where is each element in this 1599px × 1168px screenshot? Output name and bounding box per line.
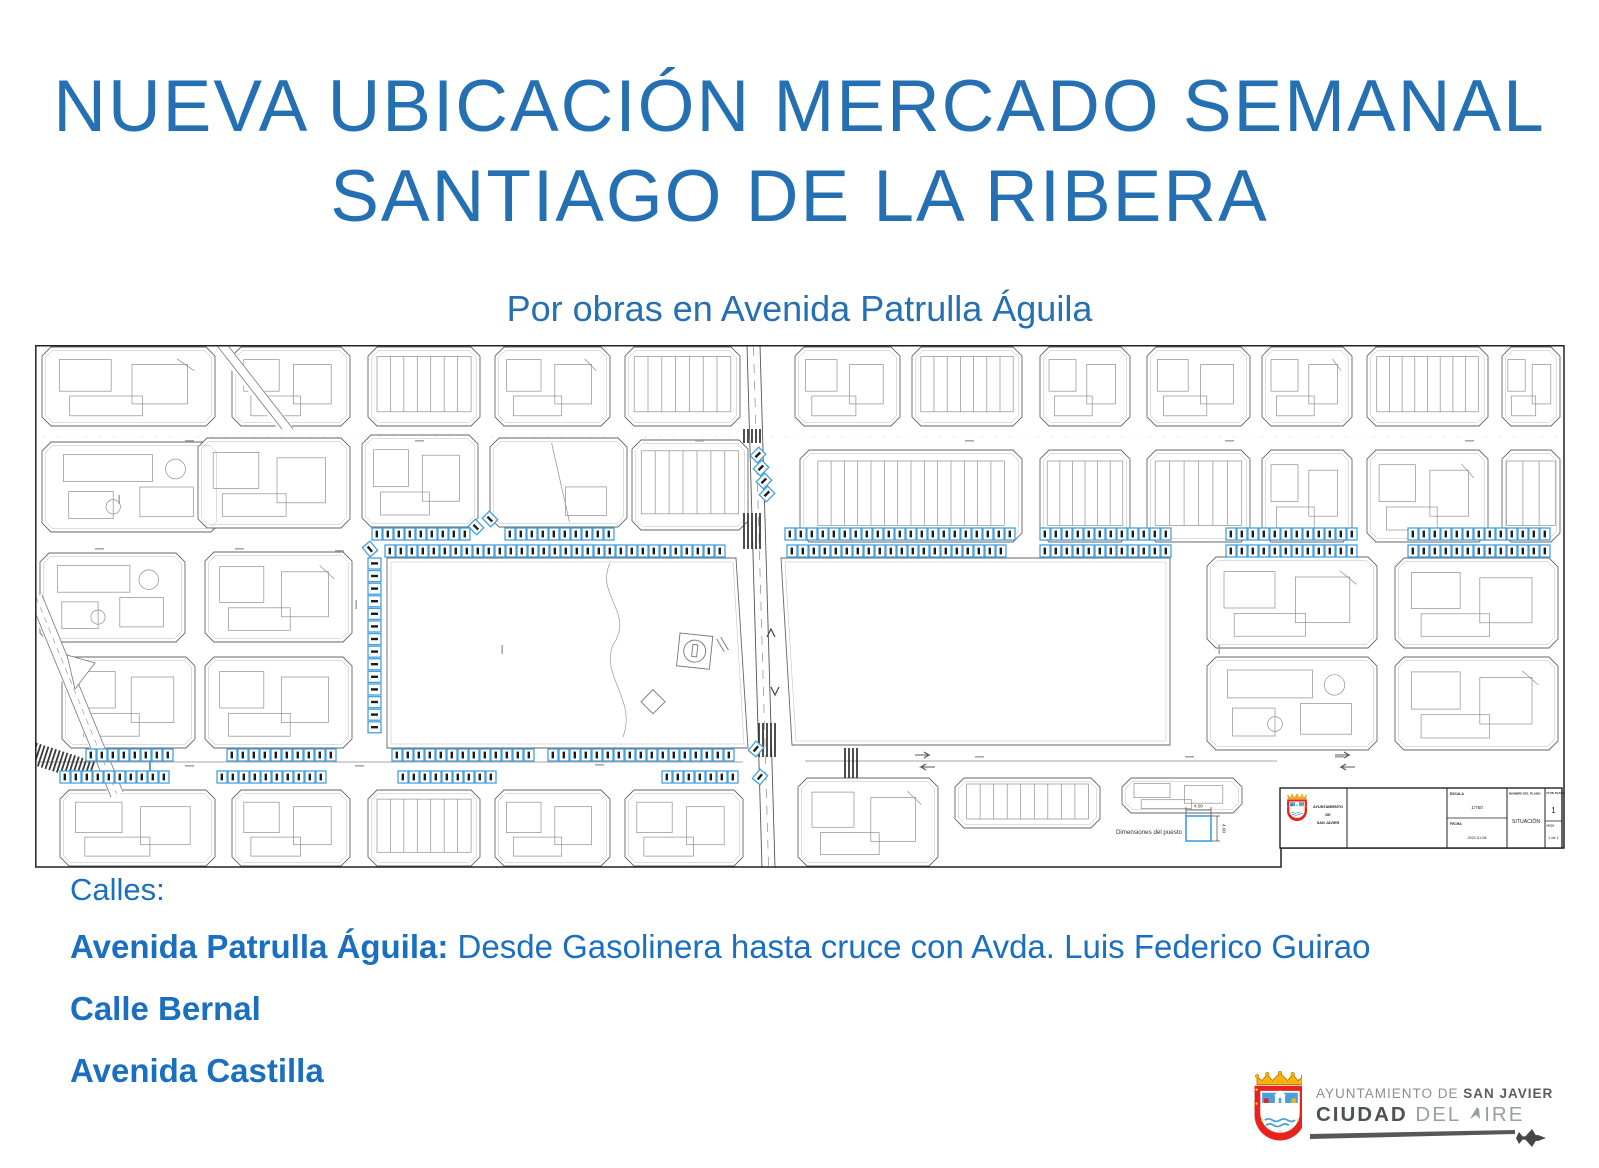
tb-org3: SAN JAVIER — [1316, 821, 1340, 825]
tb-num-label: Nº DE PLANO — [1546, 791, 1565, 795]
page-subtitle: Por obras en Avenida Patrulla Águila — [506, 288, 1093, 329]
page-title — [0, 62, 1599, 242]
tb-org2: DE — [1325, 813, 1331, 817]
street-name: Avenida Castilla — [70, 1052, 324, 1089]
logo-line1 — [1316, 1086, 1553, 1101]
tb-nombre-value: SITUACIÓN — [1511, 819, 1541, 825]
stall-dimension-legend — [1116, 804, 1227, 842]
logo-line2 — [1316, 1103, 1524, 1127]
street-name: Calle Bernal — [70, 990, 261, 1027]
logo-san-javier: SAN JAVIER — [1463, 1086, 1554, 1101]
page-title-line2: SANTIAGO DE LA RIBERA — [330, 156, 1269, 237]
street-item-patrulla-aguila — [70, 928, 1370, 966]
dim-width: 4.00 — [1194, 803, 1203, 809]
ayuntamiento-logo — [1238, 1042, 1578, 1157]
tb-fecha-value: 2022.01.08 — [1467, 836, 1487, 840]
street-item-calle-bernal — [70, 990, 261, 1028]
logo-ciudad: CIUDAD — [1316, 1103, 1408, 1126]
situation-map — [35, 345, 1565, 870]
tb-escala-value: 1/750 — [1471, 805, 1483, 810]
tb-nombre-label: NOMBRE DEL PLANO — [1509, 791, 1541, 796]
logo-ire: IRE — [1484, 1103, 1525, 1126]
stall-sample — [1186, 816, 1211, 841]
drawing-title-block — [1280, 788, 1565, 848]
logo-underline-plane-icon — [1310, 1128, 1560, 1154]
tb-hoja-label: HOJA — [1546, 823, 1555, 828]
logo-ayuntamiento-de: AYUNTAMIENTO DE — [1316, 1086, 1464, 1101]
tb-hoja-value: 1 de 1 — [1548, 836, 1559, 840]
street-name: Avenida Patrulla Águila: — [70, 928, 449, 965]
streets-heading: Calles: — [70, 872, 165, 907]
dim-height: 4.00 — [1221, 824, 1227, 833]
page-title-line1: NUEVA UBICACIÓN MERCADO SEMANAL — [53, 66, 1546, 147]
tb-num-value: 1 — [1551, 806, 1556, 815]
map-frame-overlay — [35, 345, 1565, 870]
coat-of-arms-icon — [1255, 1071, 1302, 1140]
titleblock-shield-icon — [1287, 794, 1307, 821]
tb-escala-label: ESCALA — [1450, 792, 1464, 796]
tb-fecha-label: FECHA — [1450, 822, 1462, 826]
logo-del: DEL — [1407, 1103, 1469, 1126]
airplane-letter-icon — [1468, 1106, 1484, 1121]
street-detail: Desde Gasolinera hasta cruce con Avda. Luis Federico Guirao — [448, 928, 1371, 965]
legend-label: Dimensiones del puesto — [1115, 829, 1182, 836]
tb-org1: AYUNTAMIENTO — [1313, 805, 1343, 809]
street-item-avenida-castilla — [70, 1052, 324, 1090]
